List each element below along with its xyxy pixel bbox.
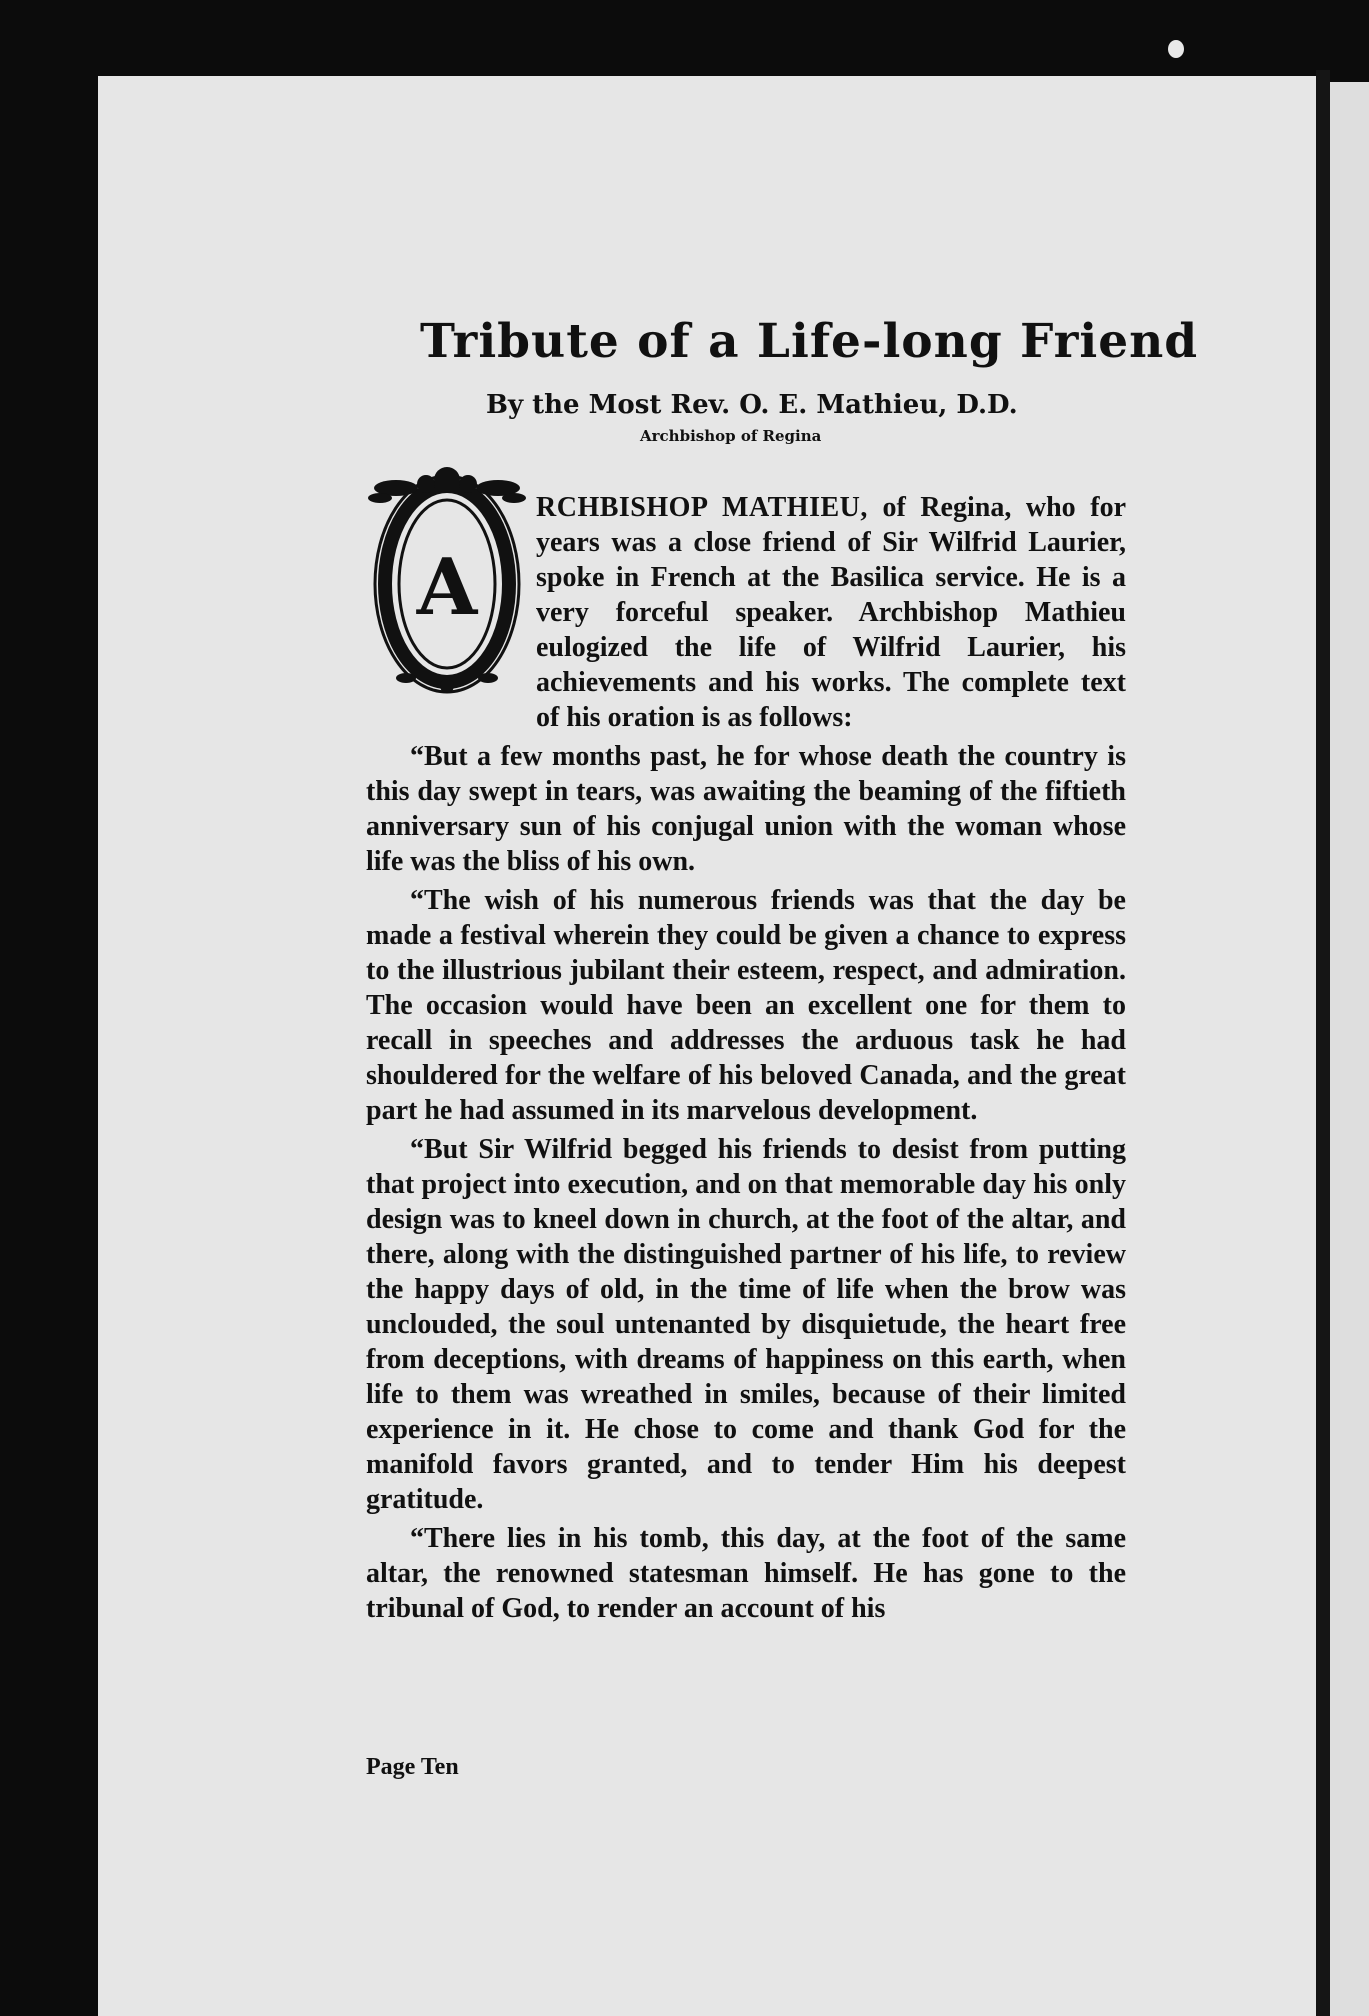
paragraph: “But a few months past, he for whose death the country is this day swept in tears, was awaiting the beaming of the fiftieth anniversary sun of his conjugal union with the woman whose life was the bliss of his own. <box>366 741 1126 877</box>
lead-paragraph <box>366 490 1126 735</box>
drop-cap-space <box>366 476 536 708</box>
page-gutter <box>1316 70 1330 2016</box>
paragraph: “The wish of his numerous friends was that the day be made a festival wherein they could be given a chance to express to the illustrious jubilant their esteem, respect, and admiration. The occasion would have been an excellent one for them to recall in speeches and addresses the arduous task he had shouldered for the welfare of his beloved Canada, and the great part he had assumed in its marvelous development. <box>366 885 1126 1126</box>
drop-cap-letter: A <box>416 542 478 633</box>
article-body <box>366 490 1126 1626</box>
paragraph: “There lies in his tomb, this day, at the foot of the same altar, the renowned statesman himself. He has gone to the tribunal of God, to render an account of his <box>366 1523 1126 1624</box>
article-title: Tribute of a Life-long Friend <box>420 314 1199 369</box>
article-byline: By the Most Rev. O. E. Mathieu, D.D. <box>486 390 1018 420</box>
lead-caps: RCHBISHOP MATHIEU, <box>536 492 868 523</box>
author-affiliation: Archbishop of Regina <box>640 427 822 445</box>
adjacent-page-edge <box>1330 82 1369 2016</box>
lead-text: of Regina, who for years was a close friend of Sir Wilfrid Laurier, spoke in French at the Basilica service. He is a very forceful speaker. Archbishop Mathieu eulogized the life of Wilfrid Laurier, his achievements and his works. The complete text of his oration is as follows: <box>536 492 1126 733</box>
paragraph: “But Sir Wilfrid begged his friends to desist from putting that project into execution, and on that memorable day his only design was to kneel down in church, at the foot of the altar, and there, along with the distinguished partner of his life, to review the happy days of old, in the time of life when the brow was unclouded, the soul untenanted by disquietude, the heart free from deceptions, with dreams of happiness on this earth, when life to them was wreathed in smiles, because of their limited experience in it. He chose to come and thank God for the manifold favors granted, and to tender Him his deepest gratitude. <box>366 1134 1126 1515</box>
page-number: Page Ten <box>366 1754 459 1780</box>
scan-speck <box>1168 40 1184 58</box>
